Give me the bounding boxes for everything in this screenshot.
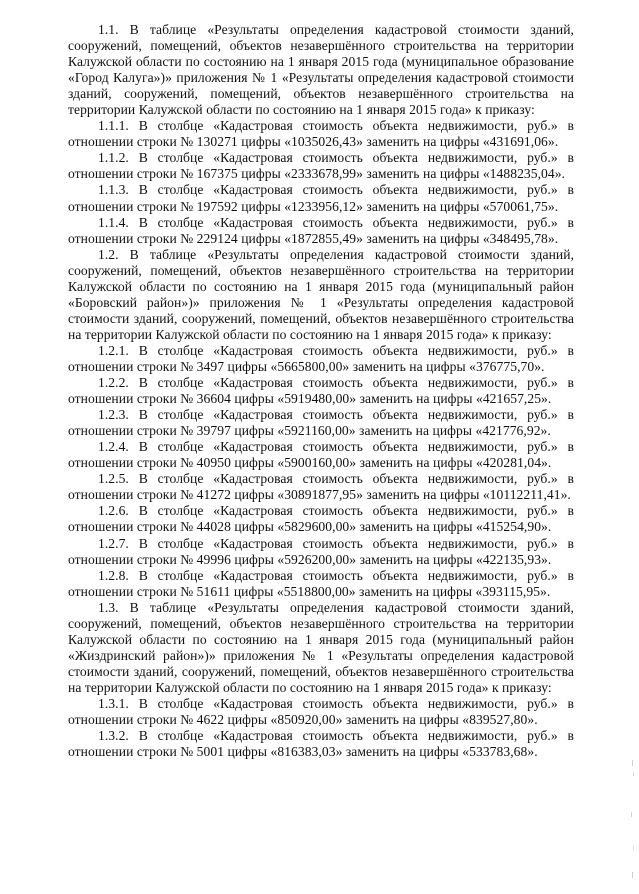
item-1-1-1: 1.1.1. В столбце «Кадастровая стоимость объекта недвижимости, руб.» в отношении строки № 130271 цифры «1035026,43» заменить на цифры «431691,06».	[68, 118, 574, 150]
item-1-2-5: 1.2.5. В столбце «Кадастровая стоимость объекта недвижимости, руб.» в отношении строки № 41272 цифры «30891877,95» заменить на цифры «10112211,41».	[68, 471, 574, 503]
item-1-3-1: 1.3.1. В столбце «Кадастровая стоимость объекта недвижимости, руб.» в отношении строки № 4622 цифры «850920,00» заменить на цифры «839527,80».	[68, 695, 574, 728]
scan-speck	[632, 760, 633, 766]
scan-speck	[631, 812, 632, 817]
item-1-1-3: 1.1.3. В столбце «Кадастровая стоимость объекта недвижимости, руб.» в отношении строки № 197592 цифры «1233956,12» заменить на цифры «570061,75».	[68, 182, 574, 214]
section-1-3: 1.3. В таблице «Результаты определения кадастровой стоимости зданий, сооружений, помещений, объектов незавершённого строительства на территории Калужской области по состоянию на 1 января 2015 года (муниципальный район «Жиздринский район»)» приложения № 1 «Результаты определения кадастровой стоимости зданий, сооружений, помещений, объектов незавершённого строительства на территории Калужской области по состоянию на 1 января 2015 года» к приказу:	[68, 599, 574, 695]
item-1-1-2: 1.1.2. В столбце «Кадастровая стоимость объекта недвижимости, руб.» в отношении строки № 167375 цифры «2333678,99» заменить на цифры «1488235,04».	[68, 150, 574, 182]
scan-speck	[632, 872, 633, 878]
scan-edge-marks	[625, 0, 639, 894]
section-1-2: 1.2. В таблице «Результаты определения кадастровой стоимости зданий, сооружений, помещений, объектов незавершённого строительства на территории Калужской области по состоянию на 1 января 2015 года (муниципальный район «Боровский район»)» приложения № 1 «Результаты определения кадастровой стоимости зданий, сооружений, помещений, объектов незавершённого строительства на территории Калужской области по состоянию на 1 января 2015 года» к приказу:	[68, 246, 574, 342]
document-page	[68, 22, 574, 760]
item-1-2-8: 1.2.8. В столбце «Кадастровая стоимость объекта недвижимости, руб.» в отношении строки № 51611 цифры «5518800,00» заменить на цифры «393115,95».	[68, 567, 574, 599]
section-1-1: 1.1. В таблице «Результаты определения кадастровой стоимости зданий, сооружений, помещений, объектов незавершённого строительства на территории Калужской области по состоянию на 1 января 2015 года (муниципальное образование «Город Калуга»)» приложения № 1 «Результаты определения кадастровой стоимости зданий, сооружений, помещений, объектов незавершённого строительства на территории Калужской области по состоянию на 1 января 2015 года» к приказу:	[68, 22, 574, 118]
scan-speck	[633, 772, 634, 776]
item-1-2-6: 1.2.6. В столбце «Кадастровая стоимость объекта недвижимости, руб.» в отношении строки № 44028 цифры «5829600,00» заменить на цифры «415254,90».	[68, 503, 574, 535]
item-1-1-4: 1.1.4. В столбце «Кадастровая стоимость объекта недвижимости, руб.» в отношении строки № 229124 цифры «1872855,49» заменить на цифры «348495,78».	[68, 214, 574, 246]
scan-speck	[633, 846, 634, 850]
item-1-2-1: 1.2.1. В столбце «Кадастровая стоимость объекта недвижимости, руб.» в отношении строки № 3497 цифры «5665800,00» заменить на цифры «376775,70».	[68, 342, 574, 374]
item-1-2-2: 1.2.2. В столбце «Кадастровая стоимость объекта недвижимости, руб.» в отношении строки № 36604 цифры «5919480,00» заменить на цифры «421657,25».	[68, 375, 574, 407]
item-1-2-7: 1.2.7. В столбце «Кадастровая стоимость объекта недвижимости, руб.» в отношении строки № 49996 цифры «5926200,00» заменить на цифры «422135,93».	[68, 535, 574, 567]
item-1-2-3: 1.2.3. В столбце «Кадастровая стоимость объекта недвижимости, руб.» в отношении строки № 39797 цифры «5921160,00» заменить на цифры «421776,92».	[68, 407, 574, 439]
item-1-3-2: 1.3.2. В столбце «Кадастровая стоимость объекта недвижимости, руб.» в отношении строки № 5001 цифры «816383,03» заменить на цифры «533783,68».	[68, 728, 574, 760]
item-1-2-4: 1.2.4. В столбце «Кадастровая стоимость объекта недвижимости, руб.» в отношении строки № 40950 цифры «5900160,00» заменить на цифры «420281,04».	[68, 439, 574, 471]
